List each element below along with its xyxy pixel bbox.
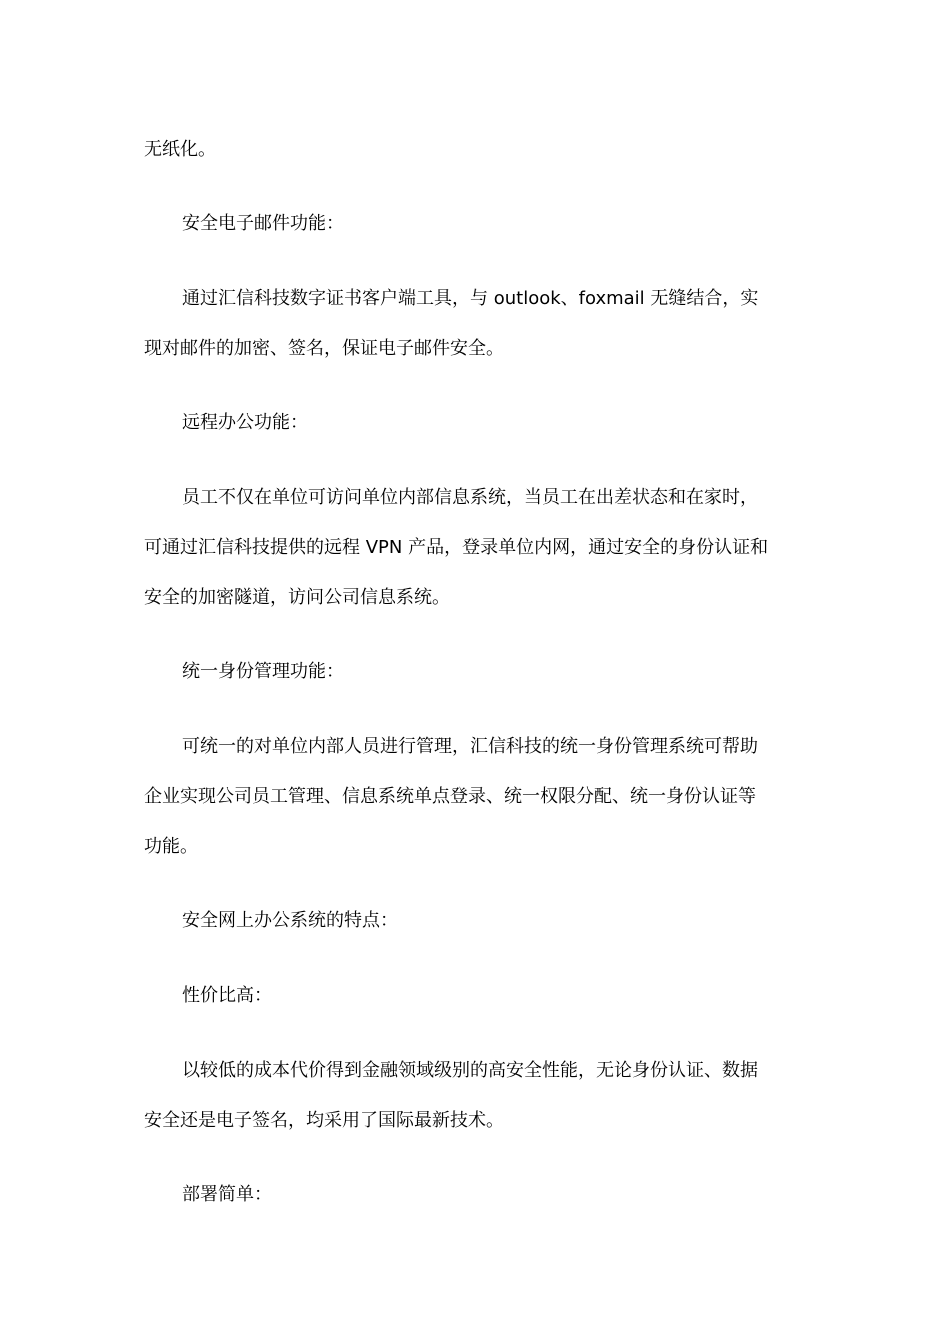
text-line: 安全网上办公系统的特点： bbox=[182, 910, 398, 931]
paragraph-cost-effective bbox=[144, 1046, 809, 1146]
heading-simple-deployment bbox=[144, 1170, 809, 1220]
paragraph-remote-office bbox=[144, 473, 809, 623]
heading-remote-office bbox=[144, 398, 809, 448]
heading-unified-identity bbox=[144, 647, 809, 697]
text-line: 无纸化。 bbox=[144, 139, 216, 160]
heading-secure-email bbox=[144, 199, 809, 249]
text-line: 安全的加密隧道，访问公司信息系统。 bbox=[144, 587, 450, 608]
text-line: 部署简单： bbox=[182, 1184, 272, 1205]
text-line: 安全还是电子签名，均采用了国际最新技术。 bbox=[144, 1110, 504, 1131]
text-line: 企业实现公司员工管理、信息系统单点登录、统一权限分配、统一身份认证等 bbox=[144, 786, 756, 807]
text-line: 安全电子邮件功能： bbox=[182, 213, 344, 234]
text-line: 通过汇信科技数字证书客户端工具，与 outlook、foxmail 无缝结合，实 bbox=[182, 288, 759, 309]
text-line: 员工不仅在单位可访问单位内部信息系统，当员工在出差状态和在家时， bbox=[182, 487, 758, 508]
paragraph-continuation bbox=[144, 125, 809, 175]
text-line: 现对邮件的加密、签名，保证电子邮件安全。 bbox=[144, 338, 504, 359]
text-line: 可统一的对单位内部人员进行管理，汇信科技的统一身份管理系统可帮助 bbox=[182, 736, 758, 757]
text-line: 可通过汇信科技提供的远程 VPN 产品，登录单位内网，通过安全的身份认证和 bbox=[144, 537, 769, 558]
text-line: 以较低的成本代价得到金融领域级别的高安全性能，无论身份认证、数据 bbox=[182, 1060, 758, 1081]
text-line: 功能。 bbox=[144, 836, 198, 857]
paragraph-unified-identity bbox=[144, 722, 809, 872]
heading-system-features bbox=[144, 896, 809, 946]
paragraph-secure-email bbox=[144, 274, 809, 374]
text-line: 性价比高： bbox=[182, 985, 272, 1006]
text-line: 远程办公功能： bbox=[182, 412, 308, 433]
text-line: 统一身份管理功能： bbox=[182, 661, 344, 682]
heading-cost-effective bbox=[144, 971, 809, 1021]
